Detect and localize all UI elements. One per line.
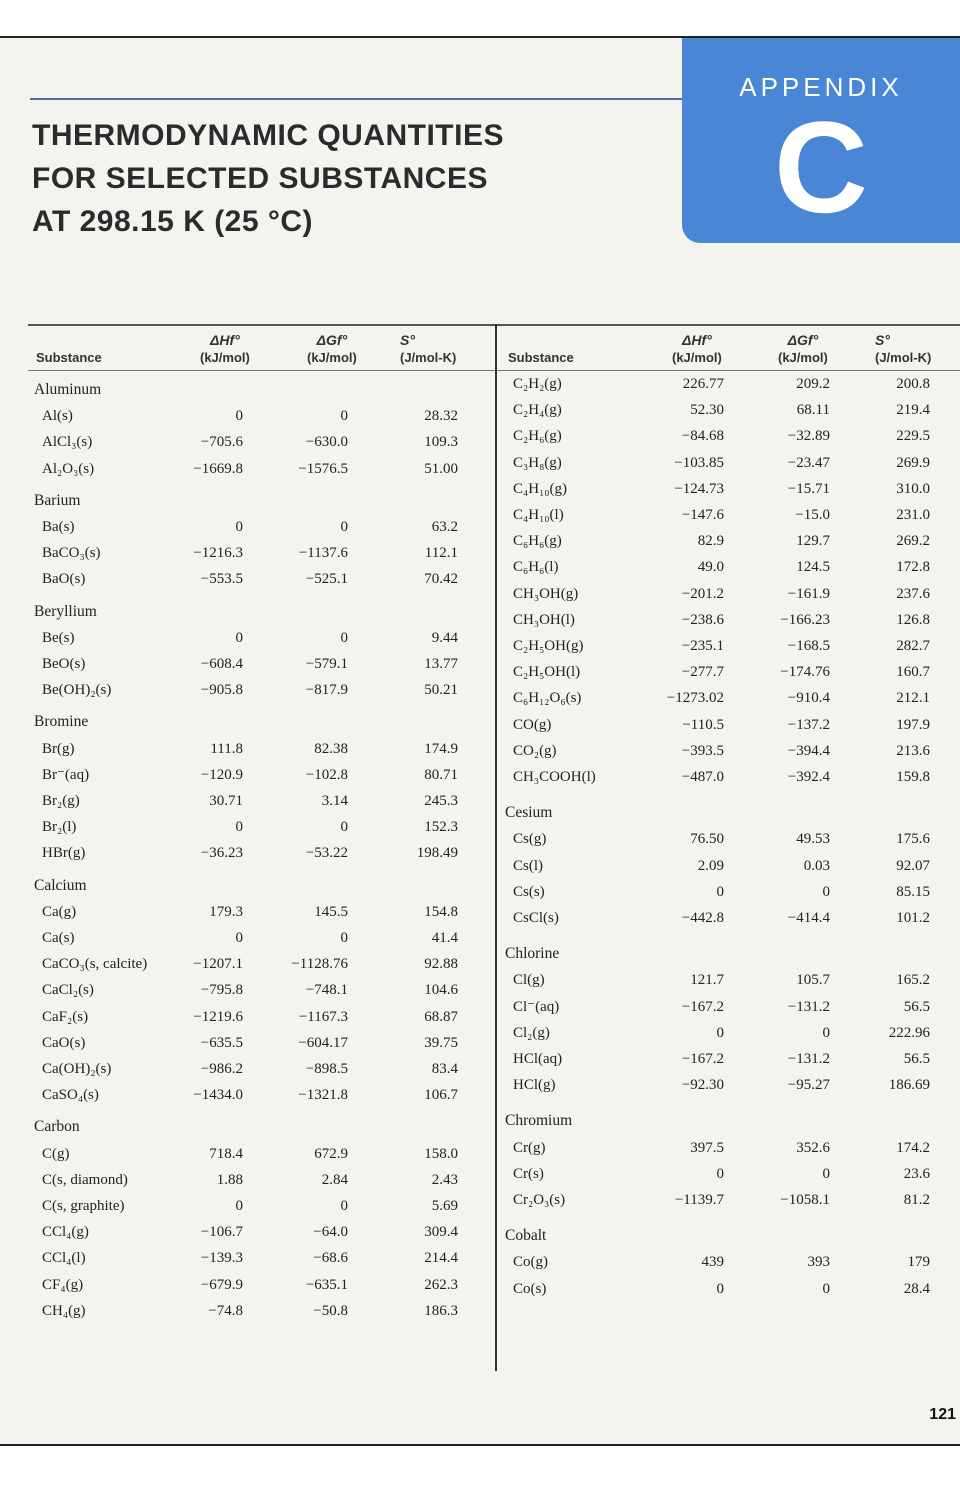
header-s-left — [400, 332, 456, 366]
dh-value-cell: 439 — [701, 1254, 724, 1271]
category-label: Barium — [34, 491, 81, 509]
dh-value-cell: −1207.1 — [193, 956, 243, 973]
dg-value-cell: 352.6 — [796, 1139, 830, 1156]
s-value-cell: 56.5 — [903, 1051, 930, 1067]
category-label: Chromium — [505, 1112, 573, 1130]
dg-value-cell: 0 — [340, 408, 348, 425]
dg-value-cell: −15.71 — [787, 480, 830, 497]
dg-value-cell: −53.22 — [305, 845, 348, 862]
substance-cell: C₄H₁₀(l) — [513, 507, 564, 523]
dh-value-cell: −795.8 — [200, 982, 243, 999]
dh-value-cell: −635.5 — [200, 1034, 243, 1051]
dh-value-cell: 52.30 — [690, 402, 724, 419]
substance-cell: CH₃COOH(l) — [513, 769, 596, 785]
dg-value-cell: −161.9 — [787, 585, 830, 602]
dg-value-cell: −1576.5 — [298, 460, 348, 477]
category-label: Carbon — [34, 1118, 80, 1136]
s-value-cell: 112.1 — [424, 545, 458, 562]
s-value-cell: 92.88 — [424, 956, 458, 973]
substance-cell: Co(g) — [513, 1254, 548, 1271]
substance-cell: CaCO₃(s, calcite) — [42, 956, 148, 973]
dg-value-cell: −1058.1 — [780, 1192, 830, 1208]
dg-value-cell: 0 — [340, 629, 348, 646]
dh-value-cell: −1219.6 — [193, 1008, 243, 1025]
substance-cell: HCl(g) — [513, 1077, 556, 1094]
dg-value-cell: 124.5 — [796, 559, 830, 576]
s-value-cell: 50.21 — [424, 682, 458, 699]
dh-value-cell: −442.8 — [681, 910, 724, 926]
s-value-cell: 106.7 — [424, 1087, 458, 1104]
dh-value-cell: −84.68 — [681, 428, 724, 445]
header-dg-left — [307, 332, 357, 366]
appendix-letter: C — [774, 94, 868, 240]
header-dg-unit: (kJ/mol) — [778, 350, 828, 365]
s-value-cell: 63.2 — [431, 519, 458, 535]
substance-cell: Br(g) — [42, 740, 75, 757]
dh-value-cell: 0 — [235, 629, 243, 646]
s-value-cell: 83.4 — [431, 1061, 458, 1077]
s-value-cell: 152.3 — [424, 819, 458, 836]
s-value-cell: 81.2 — [903, 1192, 930, 1208]
s-value-cell: 219.4 — [896, 402, 930, 419]
s-value-cell: 174.9 — [424, 740, 458, 757]
header-dg-symbol: ΔGf° — [316, 332, 348, 348]
dh-value-cell: 0 — [235, 930, 243, 946]
substance-cell: Cl(g) — [513, 972, 545, 989]
substance-cell: C(s, graphite) — [42, 1198, 125, 1214]
s-value-cell: 186.3 — [424, 1302, 458, 1319]
title-line: AT 298.15 K (25 °C) — [32, 205, 314, 238]
table-header-rule — [28, 370, 960, 371]
substance-cell: Ca(s) — [42, 930, 75, 946]
dg-value-cell: 0.03 — [803, 857, 830, 874]
s-value-cell: 41.4 — [431, 930, 458, 946]
substance-cell: Co(s) — [513, 1280, 547, 1297]
s-value-cell: 231.0 — [896, 507, 930, 523]
dh-value-cell: −1434.0 — [193, 1087, 243, 1104]
substance-cell: C₆H₁₂O₆(s) — [513, 690, 582, 707]
header-dh-left — [200, 332, 250, 366]
s-value-cell: 154.8 — [424, 903, 458, 920]
s-value-cell: 269.9 — [896, 454, 930, 471]
dh-value-cell: −124.73 — [674, 480, 724, 497]
dg-value-cell: 0 — [822, 883, 830, 900]
header-substance-right: Substance — [508, 350, 574, 365]
header-dg-unit: (kJ/mol) — [307, 350, 357, 365]
substance-cell: Be(OH)₂(s) — [42, 682, 112, 699]
dh-value-cell: −110.5 — [682, 716, 724, 733]
dg-value-cell: 145.5 — [314, 903, 348, 920]
dg-value-cell: −1128.76 — [291, 956, 348, 973]
dh-value-cell: −106.7 — [200, 1224, 243, 1241]
s-value-cell: 28.32 — [424, 408, 458, 425]
dg-value-cell: −64.0 — [313, 1224, 348, 1241]
dh-value-cell: −36.23 — [200, 845, 243, 862]
substance-cell: Cl₂(g) — [513, 1024, 550, 1041]
substance-cell: HBr(g) — [42, 845, 86, 862]
substance-cell: BaCO₃(s) — [42, 545, 101, 562]
s-value-cell: 51.00 — [424, 460, 458, 477]
dg-value-cell: −604.17 — [298, 1034, 348, 1051]
substance-cell: Ca(g) — [42, 903, 77, 920]
dg-value-cell: 68.11 — [796, 402, 830, 419]
dh-value-cell: −139.3 — [200, 1250, 243, 1267]
dg-value-cell: −166.23 — [780, 611, 830, 628]
substance-cell: BaO(s) — [42, 571, 86, 588]
s-value-cell: 13.77 — [424, 656, 458, 672]
header-dh-right — [672, 332, 722, 366]
header-dh-unit: (kJ/mol) — [200, 350, 250, 365]
dh-value-cell: 82.9 — [697, 533, 724, 550]
dg-value-cell: 0 — [822, 1024, 830, 1041]
title-line: THERMODYNAMIC QUANTITIES — [32, 119, 504, 152]
dh-value-cell: 226.77 — [682, 376, 724, 392]
dg-value-cell: 0 — [822, 1280, 830, 1297]
dh-value-cell: 0 — [716, 1280, 724, 1297]
dg-value-cell: −131.2 — [787, 1051, 830, 1067]
s-value-cell: 101.2 — [896, 910, 930, 926]
s-value-cell: 80.71 — [424, 766, 458, 783]
substance-cell: Be(s) — [42, 629, 75, 646]
title-line: FOR SELECTED SUBSTANCES — [32, 162, 488, 195]
s-value-cell: 222.96 — [888, 1024, 930, 1041]
substance-cell: Cr(g) — [513, 1139, 546, 1156]
column-divider — [495, 324, 497, 1371]
dh-value-cell: −147.6 — [681, 507, 724, 523]
s-value-cell: 282.7 — [896, 638, 930, 654]
substance-cell: CaCl₂(s) — [42, 982, 94, 999]
dh-value-cell: −277.7 — [681, 664, 724, 681]
category-label: Aluminum — [34, 381, 102, 398]
s-value-cell: 310.0 — [896, 480, 930, 497]
header-s-unit: (J/mol-K) — [875, 350, 932, 365]
s-value-cell: 109.3 — [424, 434, 458, 451]
dh-value-cell: −92.30 — [681, 1077, 724, 1094]
dg-value-cell: −95.27 — [787, 1077, 830, 1094]
substance-cell: C(s, diamond) — [42, 1171, 128, 1188]
dh-value-cell: 179.3 — [209, 903, 243, 920]
top-margin — [0, 0, 960, 36]
dg-value-cell: 2.84 — [321, 1171, 348, 1188]
dh-value-cell: −553.5 — [200, 571, 243, 588]
s-value-cell: 92.07 — [896, 857, 930, 874]
s-value-cell: 160.7 — [896, 664, 930, 681]
dh-value-cell: −167.2 — [681, 998, 724, 1015]
substance-cell: Ca(OH)₂(s) — [42, 1061, 112, 1077]
s-value-cell: 175.6 — [896, 831, 930, 848]
dg-value-cell: −394.4 — [787, 742, 830, 759]
dg-value-cell: 49.53 — [796, 831, 830, 848]
dg-value-cell: 672.9 — [314, 1145, 348, 1162]
header-dg-symbol: ΔGf° — [787, 332, 819, 348]
s-value-cell: 5.69 — [431, 1198, 458, 1214]
substance-cell: C(g) — [42, 1145, 70, 1162]
substance-cell: C₆H₆(l) — [513, 559, 559, 576]
substance-cell: C₂H₄(g) — [513, 402, 562, 419]
dh-value-cell: −120.9 — [200, 766, 243, 783]
appendix-label: APPENDIX — [739, 72, 903, 102]
dh-value-cell: −167.2 — [681, 1051, 724, 1067]
s-value-cell: 237.6 — [896, 585, 930, 602]
dg-value-cell: −23.47 — [787, 454, 830, 471]
dg-value-cell: 105.7 — [796, 972, 830, 989]
dh-value-cell: 0 — [716, 883, 724, 900]
dh-value-cell: −905.8 — [200, 682, 243, 699]
dh-value-cell: 0 — [235, 819, 243, 836]
substance-cell: Cs(l) — [513, 857, 543, 874]
dg-value-cell: 0 — [340, 819, 348, 836]
s-value-cell: 214.4 — [424, 1250, 458, 1267]
s-value-cell: 200.8 — [896, 376, 930, 392]
dh-value-cell: −238.6 — [681, 611, 724, 628]
dh-value-cell: 0 — [235, 519, 243, 535]
dh-value-cell: −1139.7 — [674, 1192, 724, 1208]
dh-value-cell: 111.8 — [210, 740, 243, 757]
dg-value-cell: −414.4 — [787, 910, 830, 926]
substance-cell: CaSO₄(s) — [42, 1087, 99, 1104]
dh-value-cell: −705.6 — [200, 434, 243, 451]
dg-value-cell: −168.5 — [787, 638, 830, 654]
substance-cell: C₄H₁₀(g) — [513, 480, 568, 497]
s-value-cell: 309.4 — [424, 1224, 458, 1241]
dg-value-cell: −137.2 — [787, 716, 830, 733]
dh-value-cell: 0 — [235, 408, 243, 425]
page-number: 121 — [929, 1406, 956, 1423]
dg-value-cell: −32.89 — [787, 428, 830, 445]
dg-value-cell: −630.0 — [305, 434, 348, 451]
s-value-cell: 39.75 — [424, 1034, 458, 1051]
dh-value-cell: −487.0 — [681, 769, 724, 785]
substance-cell: C₂H₂(g) — [513, 376, 562, 392]
header-substance-left: Substance — [36, 350, 102, 365]
dg-value-cell: −635.1 — [305, 1276, 348, 1293]
dh-value-cell: 0 — [235, 1198, 243, 1214]
dg-value-cell: 82.38 — [314, 740, 348, 757]
dg-value-cell: 0 — [822, 1165, 830, 1182]
s-value-cell: 174.2 — [896, 1139, 930, 1156]
dg-value-cell: 209.2 — [796, 376, 830, 392]
substance-cell: Cr₂O₃(s) — [513, 1192, 566, 1208]
substance-cell: Cl⁻(aq) — [513, 998, 560, 1015]
substance-cell: Cs(g) — [513, 831, 547, 848]
dg-value-cell: −910.4 — [787, 690, 830, 707]
dh-value-cell: −986.2 — [200, 1061, 243, 1077]
dg-value-cell: −50.8 — [313, 1302, 348, 1319]
substance-cell: C₂H₅OH(g) — [513, 638, 584, 654]
substance-cell: CO(g) — [513, 716, 552, 733]
substance-cell: CO₂(g) — [513, 742, 557, 759]
substance-cell: BeO(s) — [42, 656, 86, 672]
s-value-cell: 245.3 — [424, 793, 458, 809]
title-rule — [30, 98, 682, 100]
dg-value-cell: −131.2 — [787, 998, 830, 1015]
s-value-cell: 197.9 — [896, 716, 930, 733]
substance-cell: Al(s) — [42, 408, 73, 425]
header-dh-symbol: ΔHf° — [210, 332, 240, 348]
substance-cell: CH₃OH(l) — [513, 611, 575, 628]
dg-value-cell: 129.7 — [796, 533, 830, 550]
substance-cell: HCl(aq) — [513, 1051, 563, 1067]
header-s-symbol: S° — [875, 332, 890, 348]
dh-value-cell: −393.5 — [681, 742, 724, 759]
dg-value-cell: −1167.3 — [298, 1008, 348, 1025]
dg-value-cell: −174.76 — [780, 664, 830, 681]
dg-value-cell: 0 — [340, 1198, 348, 1214]
substance-cell: C₃H₈(g) — [513, 454, 562, 471]
header-dg-right — [778, 332, 828, 366]
s-value-cell: 56.5 — [903, 998, 930, 1015]
s-value-cell: 198.49 — [416, 845, 458, 862]
dg-value-cell: −68.6 — [313, 1250, 348, 1267]
dh-value-cell: 0 — [716, 1024, 724, 1041]
category-label: Cobalt — [505, 1227, 547, 1245]
dh-value-cell: 1.88 — [216, 1171, 243, 1188]
substance-cell: CaO(s) — [42, 1034, 86, 1051]
substance-cell: Al₂O₃(s) — [42, 460, 95, 477]
category-label: Bromine — [34, 713, 89, 731]
header-dh-symbol: ΔHf° — [682, 332, 712, 348]
dg-value-cell: −15.0 — [795, 507, 830, 523]
dg-value-cell: 393 — [807, 1254, 830, 1271]
s-value-cell: 2.43 — [431, 1171, 458, 1188]
dh-value-cell: 397.5 — [690, 1139, 724, 1156]
substance-cell: C₆H₆(g) — [513, 533, 562, 550]
substance-cell: Br₂(g) — [42, 793, 80, 809]
substance-cell: CCl₄(g) — [42, 1224, 89, 1241]
substance-cell: Cs(s) — [513, 883, 545, 900]
s-value-cell: 23.6 — [903, 1165, 930, 1182]
dg-value-cell: −102.8 — [305, 766, 348, 783]
substance-cell: Ba(s) — [42, 519, 75, 535]
substance-cell: Br₂(l) — [42, 819, 77, 836]
dh-value-cell: −608.4 — [200, 656, 243, 672]
dh-value-cell: −1216.3 — [193, 545, 243, 562]
s-value-cell: 213.6 — [896, 742, 930, 759]
dg-value-cell: −579.1 — [305, 656, 348, 672]
dh-value-cell: 30.71 — [209, 793, 243, 809]
s-value-cell: 85.15 — [896, 883, 930, 900]
header-s-right — [875, 332, 931, 366]
dh-value-cell: −103.85 — [674, 454, 724, 471]
dh-value-cell: 718.4 — [209, 1145, 243, 1162]
dh-value-cell: −679.9 — [200, 1276, 243, 1293]
dg-value-cell: −817.9 — [305, 682, 348, 699]
s-value-cell: 186.69 — [888, 1077, 930, 1094]
table-top-rule — [28, 324, 960, 326]
s-value-cell: 70.42 — [424, 571, 458, 588]
dg-value-cell: −1321.8 — [298, 1087, 348, 1104]
s-value-cell: 68.87 — [424, 1008, 458, 1025]
substance-cell: CF₄(g) — [42, 1276, 84, 1293]
s-value-cell: 104.6 — [424, 982, 458, 999]
dg-value-cell: −392.4 — [787, 769, 830, 785]
dg-value-cell: −525.1 — [305, 571, 348, 588]
s-value-cell: 159.8 — [896, 769, 930, 785]
substance-cell: C₂H₆(g) — [513, 428, 562, 445]
s-value-cell: 269.2 — [896, 533, 930, 550]
substance-cell: C₂H₅OH(l) — [513, 664, 581, 681]
dg-value-cell: 3.14 — [321, 793, 348, 809]
header-s-unit: (J/mol-K) — [400, 350, 457, 365]
s-value-cell: 212.1 — [896, 690, 930, 707]
dh-value-cell: 2.09 — [697, 857, 724, 874]
substance-cell: CH₃OH(g) — [513, 585, 579, 602]
dg-value-cell: −1137.6 — [298, 545, 348, 562]
substance-cell: CCl₄(l) — [42, 1250, 86, 1267]
s-value-cell: 165.2 — [896, 972, 930, 989]
dg-value-cell: −748.1 — [305, 982, 348, 999]
dh-value-cell: 121.7 — [690, 972, 724, 989]
dg-value-cell: 0 — [340, 930, 348, 946]
dh-value-cell: 49.0 — [697, 559, 724, 576]
substance-cell: Cr(s) — [513, 1165, 544, 1182]
header-s-symbol: S° — [400, 332, 415, 348]
dg-value-cell: 0 — [340, 519, 348, 535]
dh-value-cell: −235.1 — [681, 638, 724, 654]
s-value-cell: 28.4 — [903, 1280, 930, 1297]
substance-cell: Br⁻(aq) — [42, 766, 90, 783]
s-value-cell: 262.3 — [424, 1276, 458, 1293]
s-value-cell: 229.5 — [896, 428, 930, 445]
page-title — [32, 114, 504, 243]
category-label: Cesium — [505, 804, 553, 822]
appendix-tab — [682, 38, 960, 243]
category-label: Calcium — [34, 876, 87, 894]
s-value-cell: 158.0 — [424, 1145, 458, 1162]
dh-value-cell: −74.8 — [208, 1302, 243, 1319]
category-label: Chlorine — [505, 945, 560, 963]
bottom-margin — [0, 1448, 960, 1489]
textbook-page — [0, 36, 960, 1446]
dg-value-cell: −898.5 — [305, 1061, 348, 1077]
substance-cell: CH₄(g) — [42, 1302, 86, 1319]
s-value-cell: 9.44 — [431, 629, 458, 646]
substance-cell: CsCl(s) — [513, 910, 559, 926]
category-label: Beryllium — [34, 602, 97, 620]
dh-value-cell: 0 — [716, 1165, 724, 1182]
substance-cell: CaF₂(s) — [42, 1008, 89, 1025]
dh-value-cell: 76.50 — [690, 831, 724, 848]
dh-value-cell: −1273.02 — [666, 690, 724, 707]
substance-cell: AlCl₃(s) — [42, 434, 93, 451]
s-value-cell: 179 — [907, 1254, 930, 1271]
header-dh-unit: (kJ/mol) — [672, 350, 722, 365]
s-value-cell: 126.8 — [896, 611, 930, 628]
s-value-cell: 172.8 — [896, 559, 930, 576]
dh-value-cell: −201.2 — [681, 585, 724, 602]
dh-value-cell: −1669.8 — [193, 460, 243, 477]
